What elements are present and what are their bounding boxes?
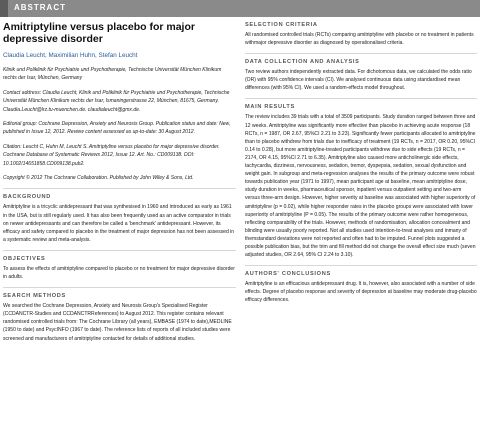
divider xyxy=(245,53,477,54)
divider xyxy=(3,287,236,288)
copyright-notice: Copyright © 2012 The Cochrane Collaboration. Published by John Wiley & Sons, Ltd. xyxy=(3,175,194,182)
review-title: Amitriptyline versus placebo for major depressive disorder xyxy=(3,21,195,45)
divider xyxy=(245,265,477,266)
metadata-block xyxy=(3,66,236,182)
section-header-label: ABSTRACT xyxy=(14,3,66,12)
search-methods-heading: SEARCH METHODS xyxy=(3,293,66,300)
author-list[interactable]: Claudia Leucht, Maximilian Huhn, Stefan Leucht xyxy=(3,52,138,59)
selection-criteria-heading: SELECTION CRITERIA xyxy=(245,22,318,28)
background-heading: BACKGROUND xyxy=(3,194,52,201)
section-header-bar xyxy=(0,0,480,17)
header-accent-block xyxy=(0,0,8,17)
selection-criteria-text: All randomised controlled trials (RCTs) comparing amitriptyline with placebo or no treatment in patients withmajor depressive disorder as diagnosed by operationalised criteria. xyxy=(245,32,474,47)
data-collection-text: Two review authors independently extracted data. For dichotomous data, we calculated the odds ratio (OR) with 95% confidence intervals (CI). We analysed continuous data using standardised mean differences (with 95% CI). We used a random-effects model throughout. xyxy=(245,69,472,92)
main-results-text: The review includes 39 trials with a total of 3509 participants. Study duration ranged between three and 12 weeks. Amitriptyline was significantly more effective than placebo in achieving acute response (18 RCTs, n = 1987, OR 2.67, 95%CI 2.21 to 3.23). Significantly fewer participants allocated to amitriptyline than to placebo withdrew from trials due to inefficacy of treatment (19 RCTs, n = 2017, OR 0.20, 95%CI 0.14 to 0.28), but more amitriptyline-treated participants withdrew due to side effects (19 RCTs, n = 2174, OR 4.15, 95%CI 2.71 to 6.35). Amitriptyline also caused more anticholinergic side effects, tachycardia, dizziness, nervousness, sedation, tremor, dyspepsia, sedation, sexual dysfunction and weight gain. In subgroup and meta-regression analyses the results of the primary outcome were robust towards publication year (1971 to 1997), mean participant age at baseline, mean amitriptyline dose, study duration in weeks, pharmaceutical sponsor, inpatient versus outpatient setting and two-arm versus three-arm design. However, higher severity at baseline was associated with higher superiority of amitriptyline (p = 0.02), while higher responder rates in the placebo groups were associated with lower superiority of amitriptyline (P = 0.05). The results of the primary outcome were rather homogeneous, reflecting comparability of the trials. However, methods of randomisation, allocation concealment and blinding were usually poorly reported. Not all studies used intention-to-treat analyses and inmany of themstandard deviations were not reported and often had to be imputed. Funnel plots suggested a possible publication bias, but the trim and fill method did not change the overall effect size much (seven adjusted studies, OR 2.64, 95% CI 2.24 to 3.10). xyxy=(245,114,476,259)
data-collection-heading: DATA COLLECTION AND ANALYSIS xyxy=(245,59,360,66)
contact-address: Contact address: Claudia Leucht, Klinik und Poliklinik für Psychiatrie und Psychotherapie, Technische Universität München Klinikum rechts der Isar, Ismaningerstrasse 22, München, 81675, Germany. Claudia.Leucht@lrz.tu-muenchen.de. claudialeucht@gmx.de. xyxy=(3,89,230,113)
left-column xyxy=(3,21,236,349)
divider xyxy=(245,98,477,99)
main-results-heading: MAIN RESULTS xyxy=(245,104,295,111)
divider xyxy=(3,250,236,251)
authors-conclusions-text: Amitriptyline is an efficacious antidepressant drug. It is, however, also associated with a number of side effects. Degree of placebo response and severity of depression at baseline may moderate drug-placebo efficacy differences. xyxy=(245,281,477,304)
authors-conclusions-heading: AUTHORS' CONCLUSIONS xyxy=(245,271,331,278)
objectives-heading: OBJECTIVES xyxy=(3,255,46,262)
divider xyxy=(3,188,236,189)
right-column xyxy=(245,21,477,310)
objectives-text: To assess the effects of amitriptyline compared to placebo or no treatment for major depressive disorder in adults. xyxy=(3,265,235,281)
editorial-info: Editorial group: Cochrane Depression, Anxiety and Neurosis Group. Publication status and date: New, published in Issue 12, 2012. Review content assessed as up-to-date: 30 August 2012. xyxy=(3,121,231,136)
search-methods-text: We searched the Cochrane Depression, Anxiety and Neurosis Group's Specialised Register (CCDANCTR-Studies and CCDANCTRReferences) to August 2012. This register contains relevant randomised controlled trials from: The Cochrane Library (all years), EMBASE (1974 to date),MEDLINE (1950 to date) and PsycINFO (1967 to date). The reference lists of reports of all included studies were screened and manufacturers of amitriptyline contacted for details of additional studies. xyxy=(3,303,232,342)
affiliation: Klinik und Poliklinik für Psychiatrie und Psychotherapie, Technische Universität München Klinikum rechts der Isar, München, Germany xyxy=(3,67,222,82)
citation: Citation: Leucht C, Huhn M, Leucht S. Amitriptyline versus placebo for major depressive disorder. Cochrane Database of Systematic Reviews 2012, Issue 12. Art. No.: CD009138. DOI: 10.1002/14651858.CD009138.pub2. xyxy=(3,143,220,167)
background-text: Amitriptyline is a tricyclic antidepressant that was synthesised in 1960 and introduced as early as 1961 in the USA, but is still regularly used. It has also been frequently used as an active comparator in trials on newer antidepressants and can therefore be called a 'benchmark' antidepressant. However, its efficacy and safety compared to placebo in the treatment of major depression has not been assessed in a systematic review and meta-analysis. xyxy=(3,204,235,243)
